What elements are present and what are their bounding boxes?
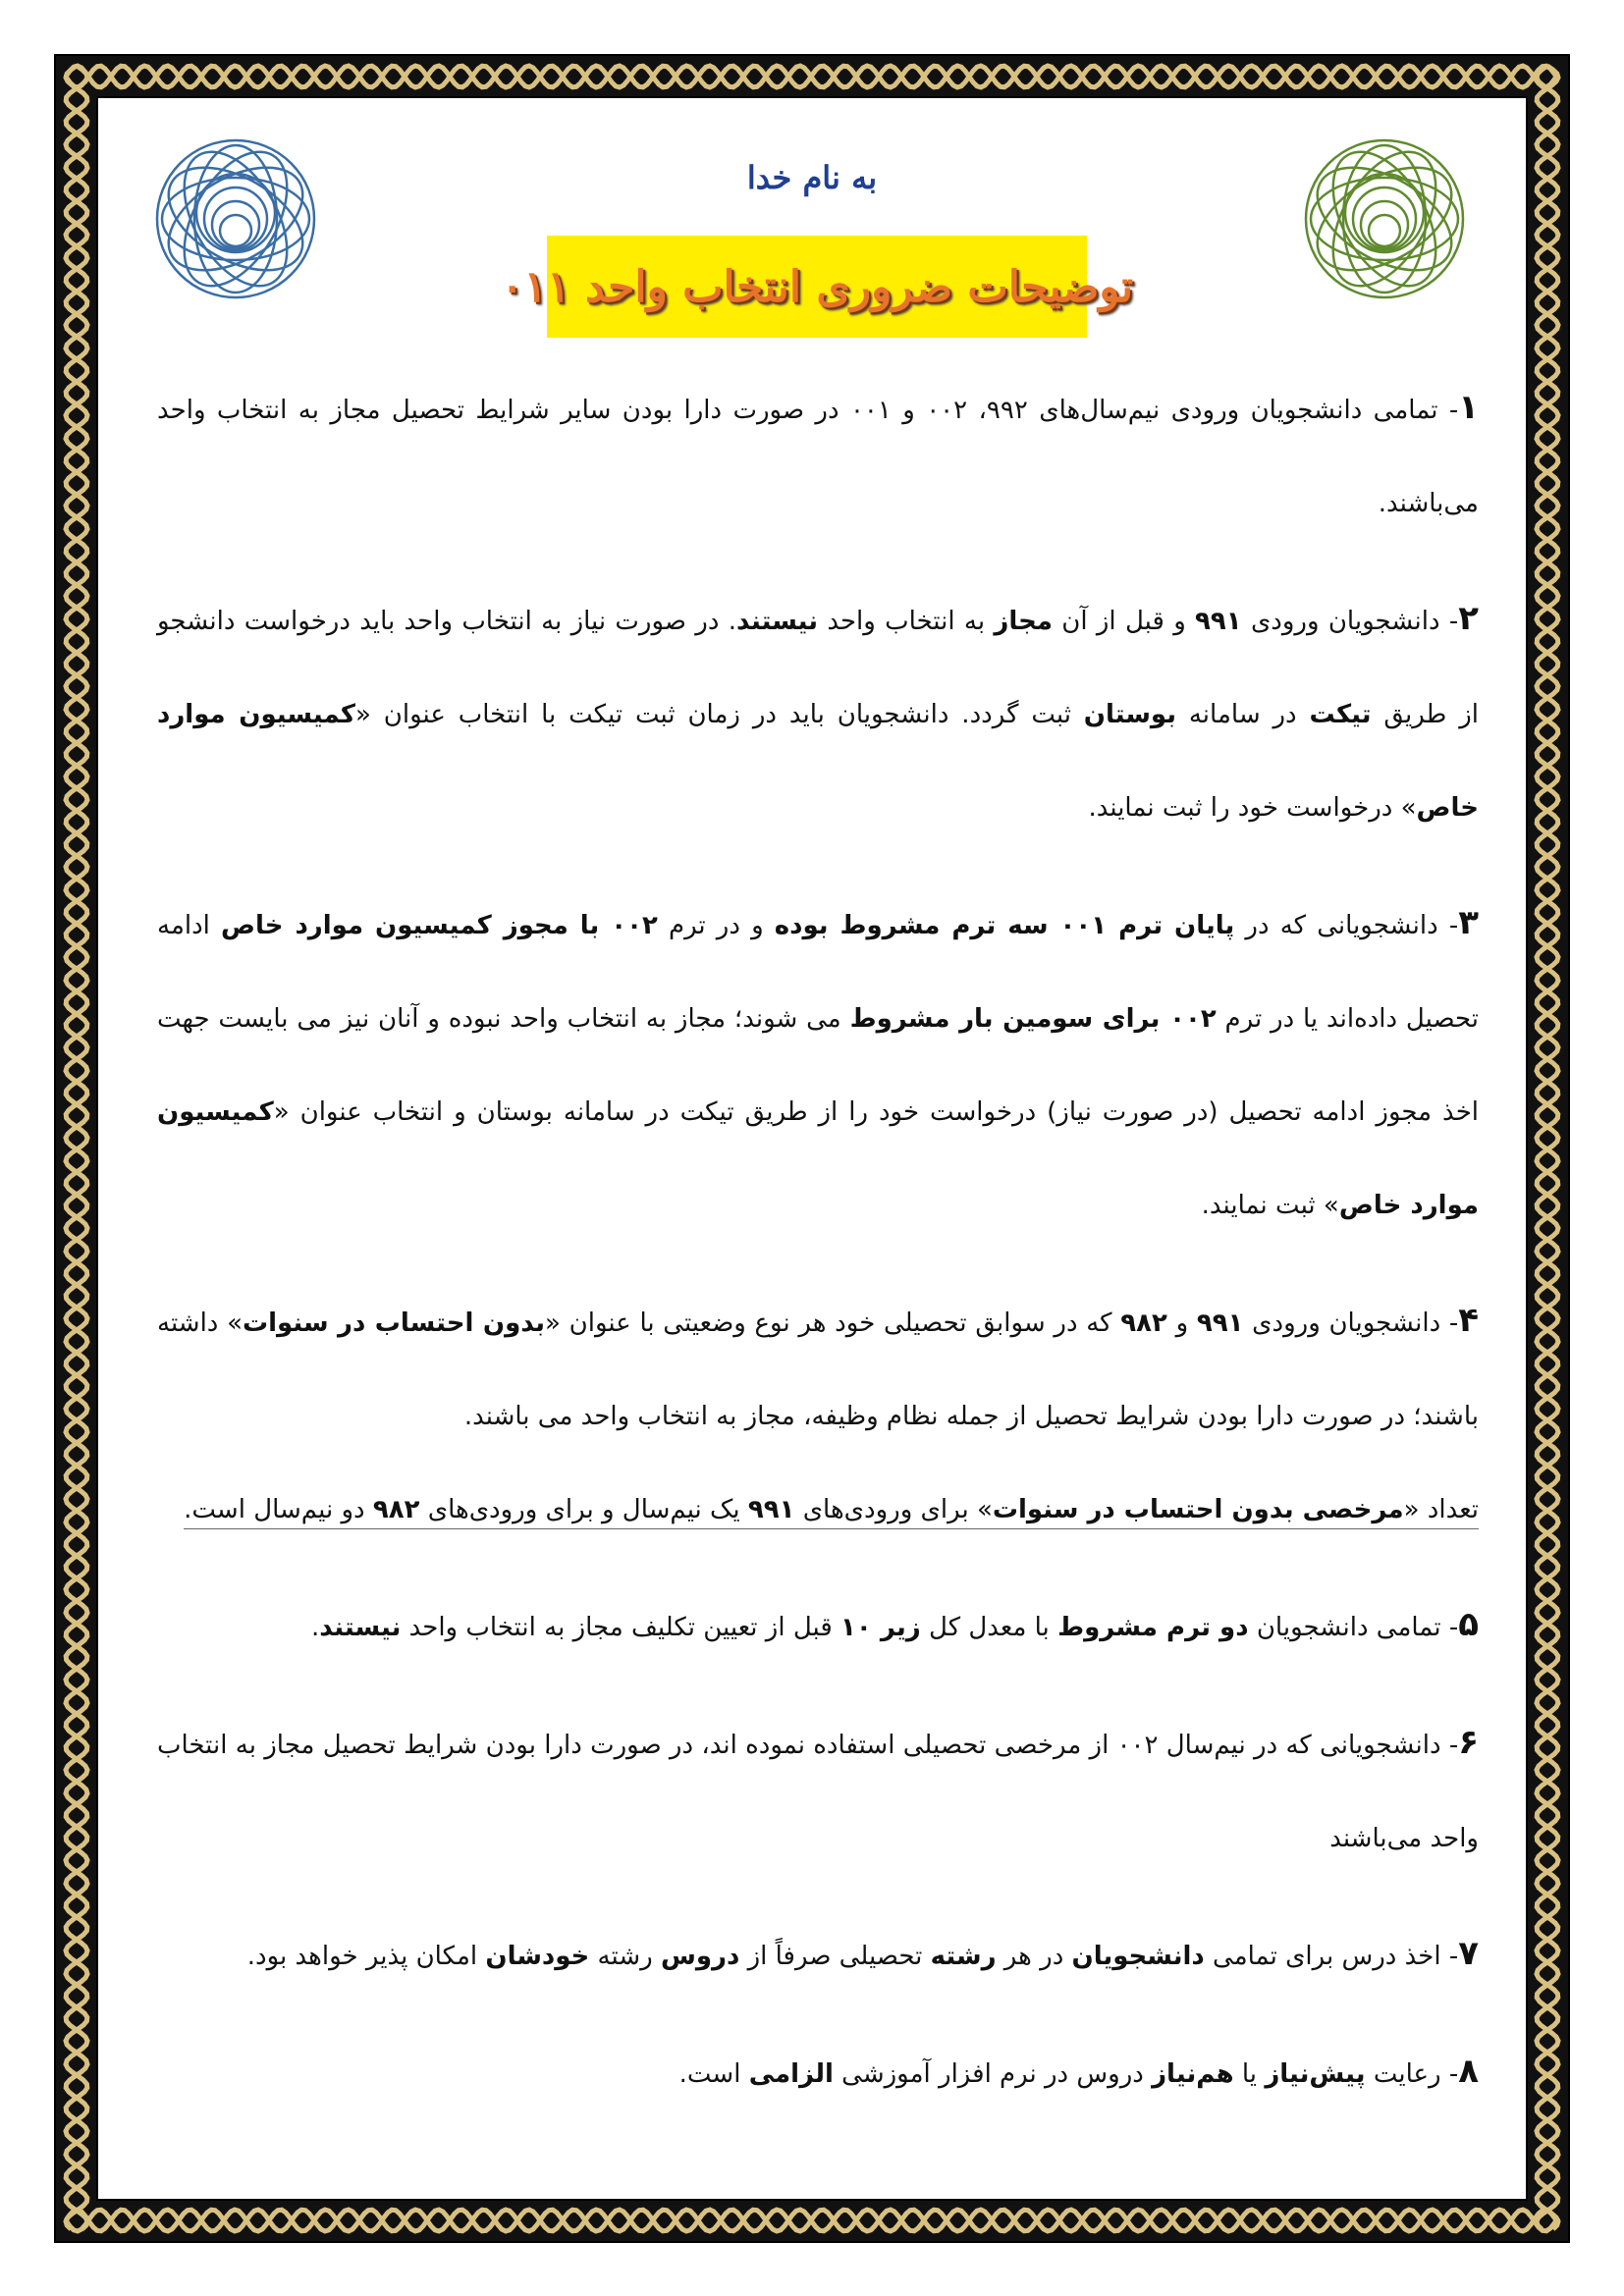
item-text <box>157 911 1479 1220</box>
text-run: ثبت گردد. دانشجویان باید در زمان ثبت تیکت با انتخاب عنوان « <box>355 700 1084 729</box>
text-run: است. <box>678 2059 749 2089</box>
text-run: به انتخاب واحد <box>818 607 995 636</box>
bold-text: دانشجویان <box>1071 1942 1205 1971</box>
bold-text: ۰۰۲ برای سومین بار مشروط <box>849 1004 1217 1034</box>
bold-text: ۰۰۲ با مجوز کمیسیون موارد خاص <box>221 911 658 940</box>
instruction-item <box>157 572 1479 855</box>
bold-text: بدون احتساب در سنوات <box>242 1308 546 1338</box>
item-number: ۴ <box>1458 1301 1479 1340</box>
bold-text: زیر ۱۰ <box>840 1613 921 1642</box>
text-run: رشته <box>589 1942 661 1971</box>
bold-text: دو ترم مشروط <box>1057 1613 1249 1642</box>
item-text <box>157 1731 1479 1853</box>
bold-text: نیستند <box>319 1613 402 1642</box>
text-run: و قبل از آن <box>1052 607 1196 636</box>
bismillah-heading: به نام خدا <box>746 159 878 196</box>
bold-text: پیش‌نیاز <box>1265 2059 1366 2089</box>
bold-text: بوستان <box>1083 700 1176 729</box>
instructions-body <box>157 361 1479 2143</box>
bold-text: رشته <box>930 1942 997 1971</box>
item-number: ۸ <box>1458 2052 1479 2091</box>
text-run: در هر <box>996 1942 1072 1971</box>
text-run: - دانشجویان ورودی <box>1241 607 1459 636</box>
text-run: . در صورت نیاز به انتخاب واحد باید درخواست دانشجو از طریق <box>157 607 1479 729</box>
page-title: توضیحات ضروری انتخاب واحد ۰۱۱ <box>500 261 1134 312</box>
text-run: » داشته باشند؛ در صورت دارا بودن شرایط تحصیل از جمله نظام وظیفه، مجاز به انتخاب واحد می باشند. <box>157 1308 1479 1431</box>
bold-text: هم‌نیاز <box>1152 2059 1234 2089</box>
item-text <box>157 1308 1479 1431</box>
leave-note-text <box>184 1495 1479 1529</box>
bold-text: دروس <box>660 1942 740 1971</box>
text-run: » ثبت نمایند. <box>1201 1191 1339 1220</box>
text-run: - دانشجویان ورودی <box>1243 1308 1459 1338</box>
text-run: - تمامی دانشجویان ورودی نیم‌سال‌های ۹۹۲، ۰۰۲ و ۰۰۱ در صورت دارا بودن سایر شرایط تحصیل مجاز به انتخاب واحد می‌باشند. <box>157 396 1479 518</box>
text-run: که در سوابق تحصیلی خود هر نوع وضعیتی با عنوان « <box>545 1308 1121 1338</box>
text-run: در سامانه <box>1176 700 1310 729</box>
bold-text: مجاز <box>994 607 1053 636</box>
text-run: قبل از تعیین تکلیف مجاز به انتخاب واحد <box>401 1613 841 1642</box>
text-run: با معدل کل <box>920 1613 1058 1642</box>
text-run: . <box>311 1613 320 1642</box>
instruction-item <box>157 1578 1479 1675</box>
instruction-item <box>157 361 1479 551</box>
text-run: ادامه تحصیل داده‌اند یا در ترم <box>157 911 1480 1034</box>
text-run: می شوند؛ مجاز به انتخاب واحد نبوده و آنان نیز می بایست جهت اخذ مجوز ادامه تحصیل (در صورت نیاز) درخواست خود را از طریق تیکت در سامانه بوستان و انتخاب عنوان « <box>157 1004 1479 1127</box>
text-run: - تمامی دانشجویان <box>1248 1613 1459 1642</box>
instruction-item <box>157 877 1479 1253</box>
bold-text: مرخصی بدون احتساب در سنوات <box>992 1495 1404 1524</box>
text-run: » درخواست خود را ثبت نمایند. <box>1088 793 1417 823</box>
page-title-box <box>500 236 1134 338</box>
item-text <box>679 2059 1459 2089</box>
instruction-item <box>157 2025 1479 2121</box>
leave-note <box>157 1464 1479 1557</box>
bold-text: ۹۹۱ <box>747 1495 795 1524</box>
instruction-item <box>157 1274 1479 1464</box>
item-text <box>247 1942 1459 1971</box>
bold-text: الزامی <box>748 2059 834 2089</box>
instruction-item <box>157 1907 1479 2003</box>
item-number: ۳ <box>1458 903 1480 942</box>
item-number: ۵ <box>1458 1605 1479 1644</box>
text-run: - دانشجویانی که در نیم‌سال ۰۰۲ از مرخصی تحصیلی استفاده نموده اند، در صورت دارا بودن شرایط تحصیل مجاز به انتخاب واحد می‌باشند <box>157 1731 1479 1853</box>
bold-text: ۹۸۲ <box>372 1495 420 1524</box>
text-run: یا <box>1233 2059 1266 2089</box>
bold-text: ۹۹۱ <box>1196 1308 1244 1338</box>
text-run: تعداد « <box>1403 1495 1479 1524</box>
text-run: - رعایت <box>1365 2059 1459 2089</box>
bold-text: تیکت <box>1309 700 1372 729</box>
item-text <box>157 396 1479 518</box>
bold-text: کمیسیون موارد خاص <box>157 1097 1479 1220</box>
text-run: - دانشجویانی که در <box>1234 911 1459 940</box>
bold-text: خودشان <box>485 1942 590 1971</box>
item-number: ۶ <box>1458 1723 1479 1762</box>
bold-text: کمیسیون موارد خاص <box>157 700 1479 823</box>
text-run: و در ترم <box>657 911 775 940</box>
bold-text: ۹۹۱ <box>1195 607 1242 636</box>
text-run: یک نیم‌سال و برای ورودی‌های <box>419 1495 748 1524</box>
text-run: » برای ورودی‌های <box>794 1495 993 1524</box>
item-number: ۱ <box>1458 388 1479 427</box>
text-run: امکان پذیر خواهد بود. <box>246 1942 486 1971</box>
text-run: تحصیلی صرفاً از <box>739 1942 931 1971</box>
bold-text: نیستند <box>735 607 819 636</box>
item-number: ۷ <box>1458 1934 1479 1973</box>
bold-text: پایان ترم ۰۰۱ سه ترم مشروط بوده <box>774 911 1235 940</box>
text-run: - اخذ درس برای تمامی <box>1204 1942 1459 1971</box>
item-number: ۲ <box>1458 599 1479 638</box>
text-run: و <box>1166 1308 1197 1338</box>
item-text <box>311 1613 1458 1642</box>
text-run: دو نیم‌سال است. <box>184 1495 373 1524</box>
item-text <box>157 607 1479 823</box>
text-run: دروس در نرم افزار آموزشی <box>833 2059 1153 2089</box>
instruction-item <box>157 1696 1479 1886</box>
bold-text: ۹۸۲ <box>1120 1308 1167 1338</box>
